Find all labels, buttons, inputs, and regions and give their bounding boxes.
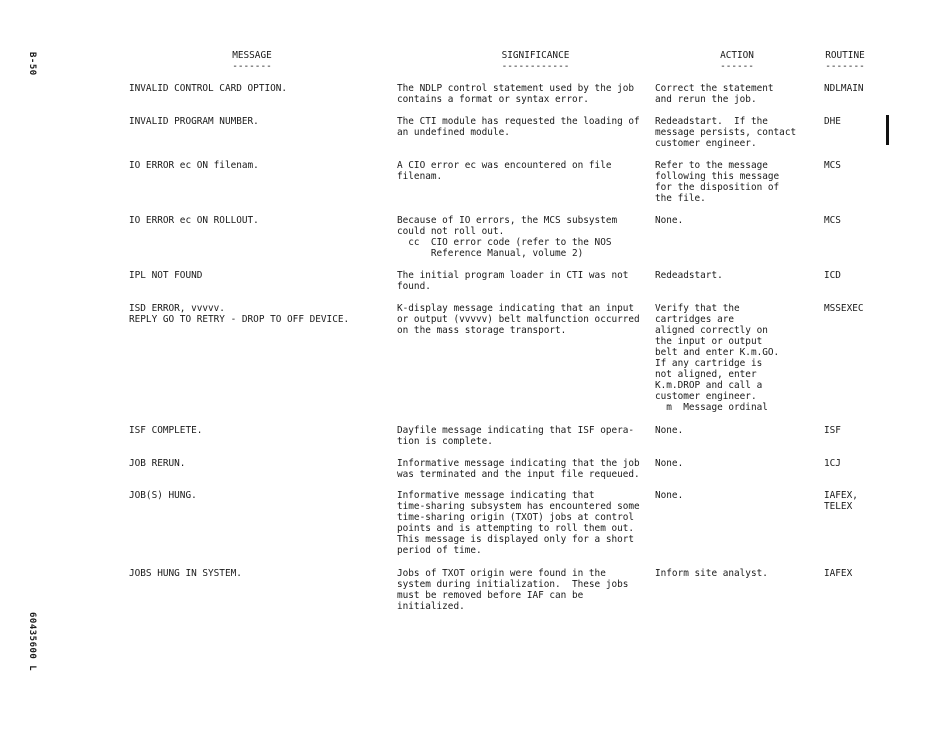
page-number: B-50 — [27, 52, 37, 76]
significance-text: Informative message indicating that the job was terminated and the input file requeued. — [397, 458, 640, 480]
change-bar — [886, 115, 889, 145]
significance-text: K-display message indicating that an input or output (vvvvv) belt malfunction occurred on the mass storage transport. — [397, 303, 640, 336]
significance-text: Jobs of TXOT origin were found in the system during initialization. These jobs must be removed before IAF can be initialized. — [397, 568, 629, 612]
routine-text: MCS — [824, 215, 841, 226]
message-text: IO ERROR ec ON filenam. — [129, 160, 259, 171]
message-text: IO ERROR ec ON ROLLOUT. — [129, 215, 259, 226]
message-text: ISD ERROR, vvvvv. REPLY GO TO RETRY - DROP TO OFF DEVICE. — [129, 303, 350, 325]
action-text: None. — [655, 458, 684, 469]
routine-text: IAFEX, TELEX — [824, 490, 858, 512]
message-text: INVALID CONTROL CARD OPTION. — [129, 83, 288, 94]
significance-text: The CTI module has requested the loading of an undefined module. — [397, 116, 640, 138]
significance-text: A CIO error ec was encountered on file filenam. — [397, 160, 612, 182]
action-text: None. — [655, 215, 684, 226]
routine-text: ICD — [824, 270, 841, 281]
routine-text: NDLMAIN — [824, 83, 864, 94]
significance-text: The initial program loader in CTI was not found. — [397, 270, 629, 292]
routine-text: MSSEXEC — [824, 303, 864, 314]
header-message — [222, 50, 282, 72]
header-routine-underline: ------- — [825, 61, 865, 72]
header-action — [712, 50, 762, 72]
significance-text: Informative message indicating that time-sharing subsystem has encountered some time-sharing origin (TXOT) jobs at control points and is attempting to roll them out. This message is displayed only for a short period of time. — [397, 490, 640, 556]
routine-text: 1CJ — [824, 458, 841, 469]
header-significance — [488, 50, 583, 72]
header-significance-underline: ------------ — [501, 61, 570, 72]
action-text: Refer to the message following this message for the disposition of the file. — [655, 160, 780, 204]
action-text: Inform site analyst. — [655, 568, 768, 579]
significance-text: Dayfile message indicating that ISF opera- tion is complete. — [397, 425, 635, 447]
message-text: ISF COMPLETE. — [129, 425, 203, 436]
header-routine — [816, 50, 874, 72]
header-message-label: MESSAGE — [232, 50, 272, 61]
header-action-label: ACTION — [720, 50, 754, 61]
header-significance-label: SIGNIFICANCE — [501, 50, 570, 61]
significance-text: Because of IO errors, the MCS subsystem could not roll out. cc CIO error code (refer to the NOS Reference Manual, volume 2) — [397, 215, 618, 259]
header-action-underline: ------ — [720, 61, 754, 72]
header-routine-label: ROUTINE — [825, 50, 865, 61]
action-text: Redeadstart. — [655, 270, 723, 281]
routine-text: IAFEX — [824, 568, 853, 579]
routine-text: DHE — [824, 116, 841, 127]
message-text: IPL NOT FOUND — [129, 270, 203, 281]
significance-text: The NDLP control statement used by the job contains a format or syntax error. — [397, 83, 635, 105]
message-text: JOB(S) HUNG. — [129, 490, 197, 501]
action-text: Correct the statement and rerun the job. — [655, 83, 774, 105]
routine-text: MCS — [824, 160, 841, 171]
message-text: INVALID PROGRAM NUMBER. — [129, 116, 259, 127]
action-text: Verify that the cartridges are aligned correctly on the input or output belt and enter K.m.GO. If any cartridge is not aligned, enter K.m.DROP and call a customer engineer. m Message ordinal — [655, 303, 780, 413]
routine-text: ISF — [824, 425, 841, 436]
document-number: 60435600 L — [27, 612, 37, 672]
action-text: None. — [655, 490, 684, 501]
message-text: JOB RERUN. — [129, 458, 186, 469]
action-text: None. — [655, 425, 684, 436]
header-message-underline: ------- — [232, 61, 272, 72]
message-text: JOBS HUNG IN SYSTEM. — [129, 568, 242, 579]
action-text: Redeadstart. If the message persists, contact customer engineer. — [655, 116, 797, 149]
